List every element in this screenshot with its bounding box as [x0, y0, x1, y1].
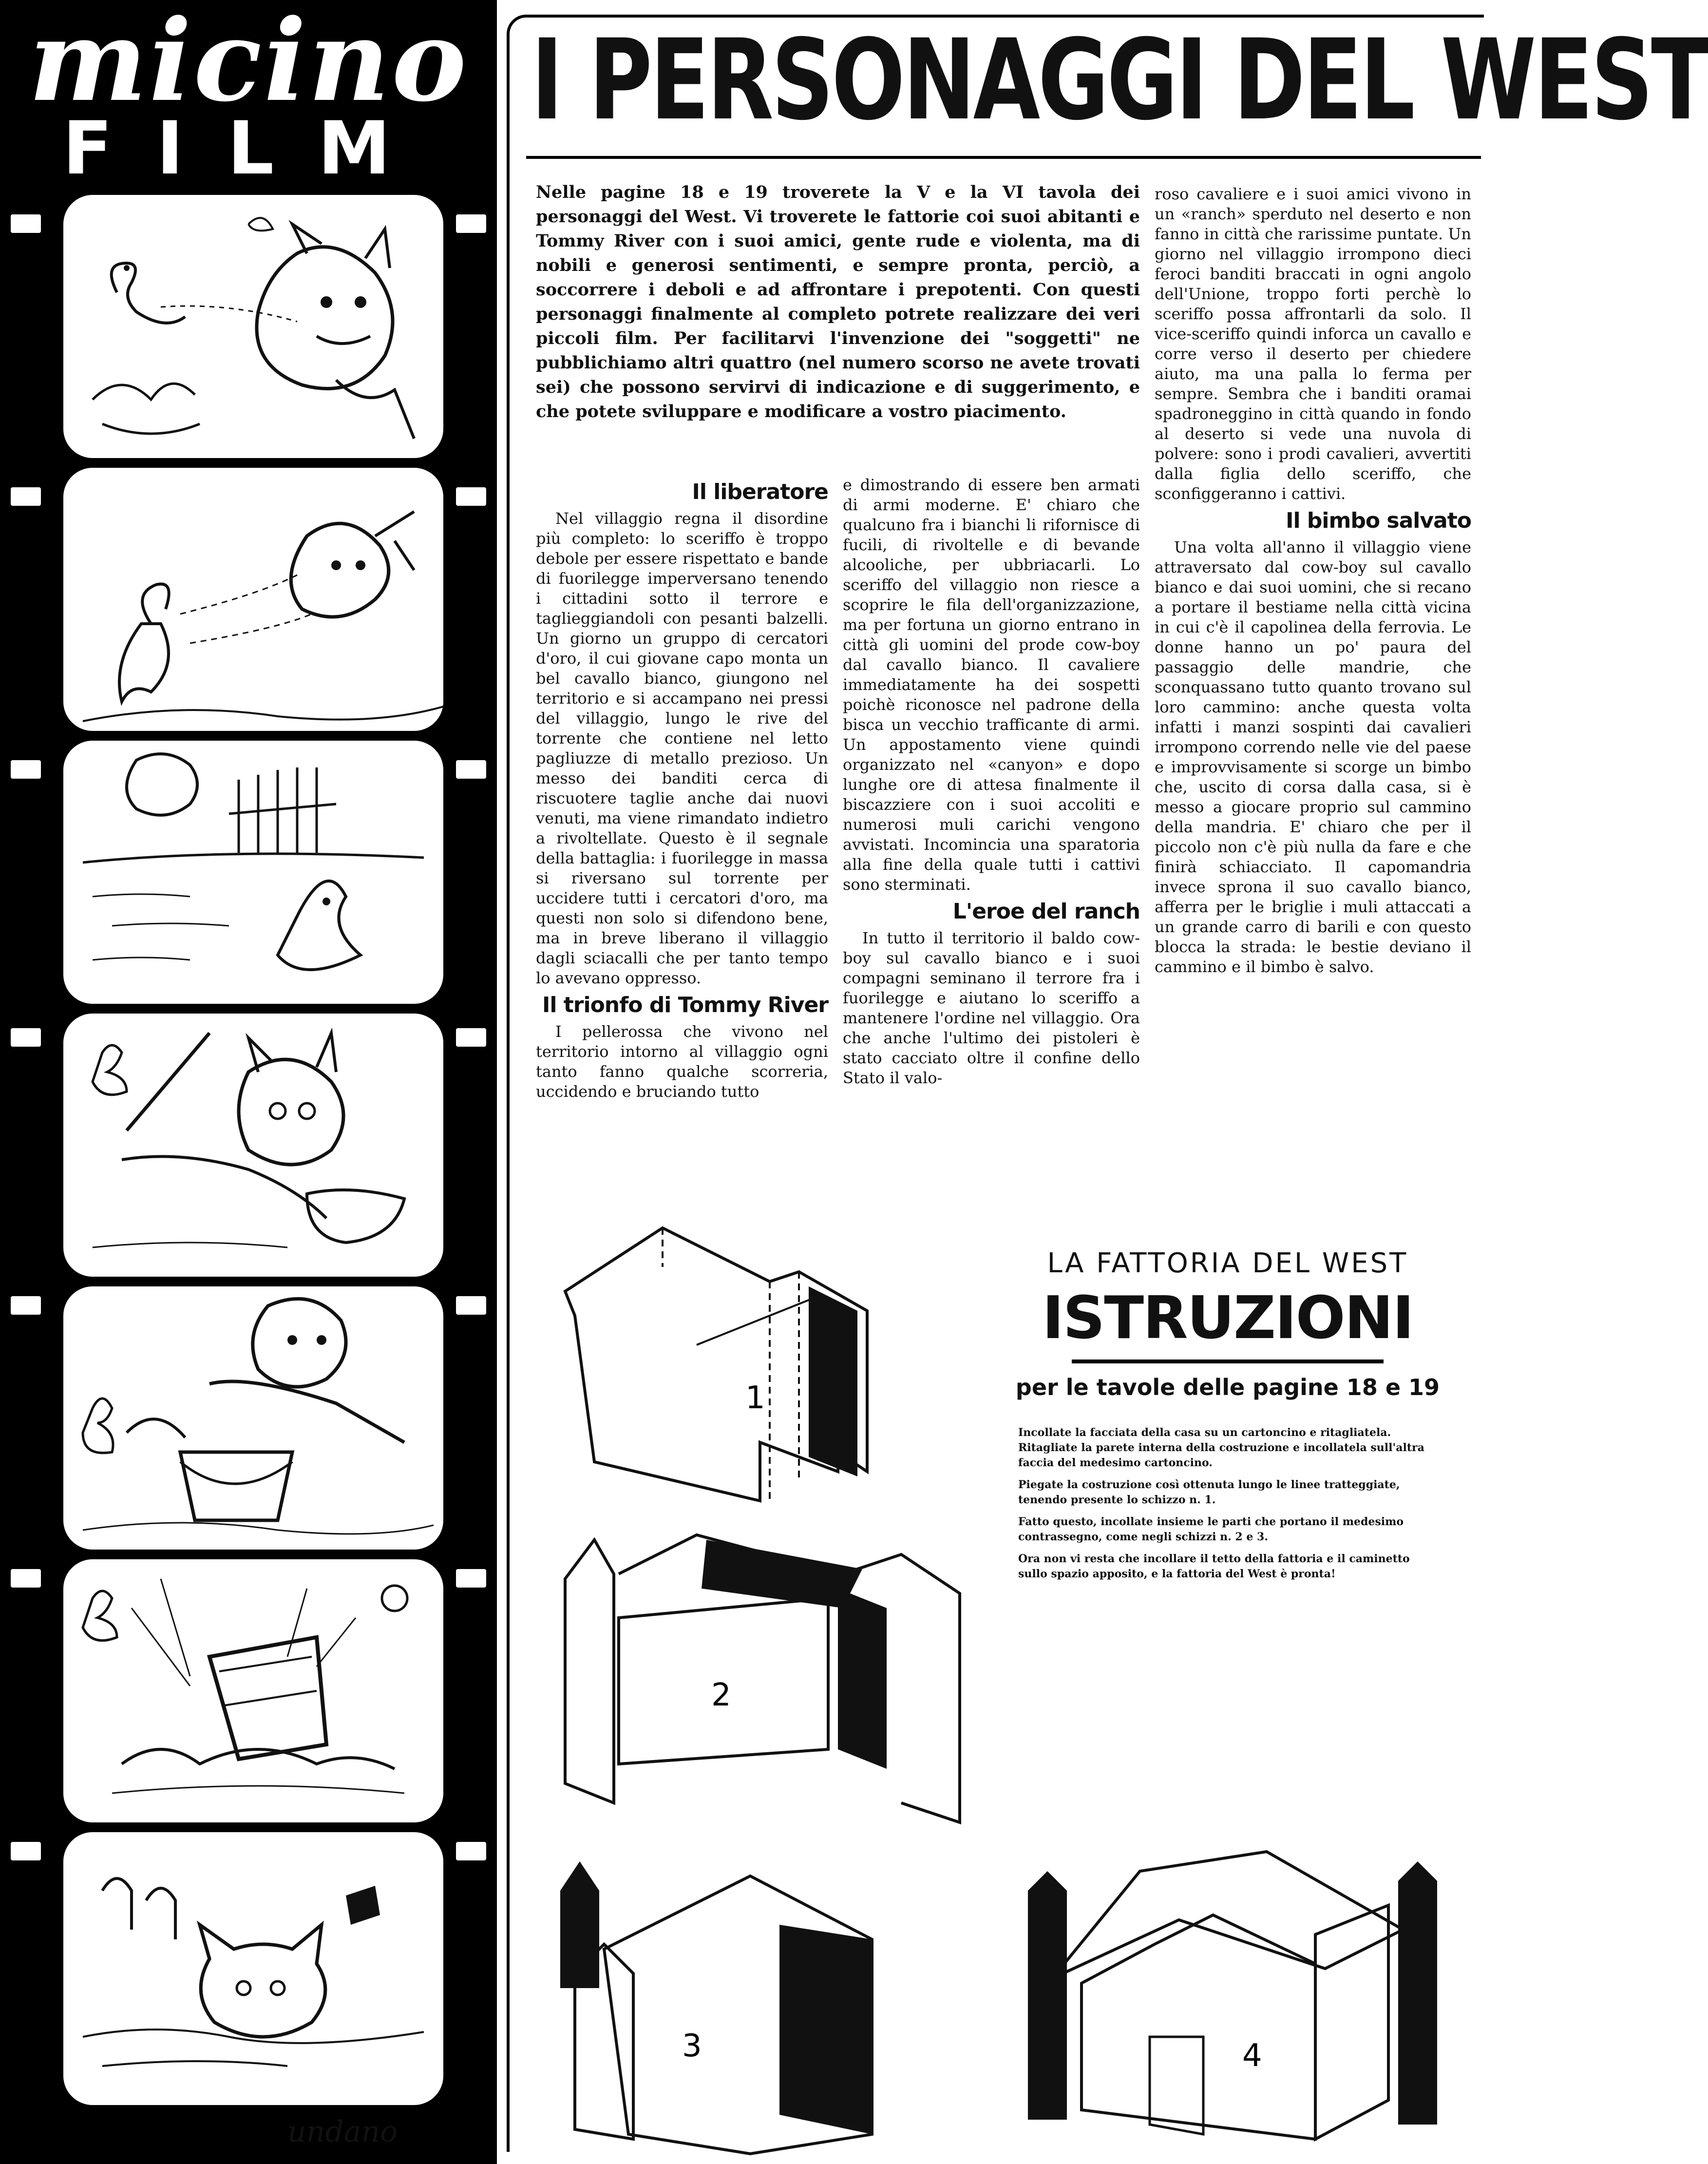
section-title-trionfo: Il trionfo di Tommy River: [542, 993, 828, 1017]
section-text-eroe-b: roso cavaliere e i suoi amici vivono in un «ranch» sperduto nel deserto e non fanno in città che rarissime puntate. Un giorno nel villaggio irrompono dieci feroci banditi braccati in ogni angolo dell'Unione, troppo forti perchè lo sceriffo possa affrontarli da solo. Il vice-sceriffo quindi inforca un cavallo e corre verso il deserto per chiedere aiuto, ma una palla lo ferma per sempre. Sembra che i banditi oramai spadroneggino in città quando in fondo al deserto si vede una nuvola di polvere: sono i prodi cavalieri, avvertiti dalla figlia dello sceriffo, che sconfiggeranno i cattivi.: [1155, 185, 1471, 503]
section-text-eroe-a: In tutto il territorio il baldo cow-boy sul cavallo bianco e i suoi compagni seminano il terrore fra i fuorilegge e aiutano lo sceriffo a mantenere l'ordine nel villaggio. Ora che anche l'ultimo dei pistoleri è stato cacciato oltre il confine dello Stato il valo-: [843, 929, 1140, 1087]
article-column-1: [536, 475, 828, 1235]
sprocket-hole: [11, 214, 41, 233]
sprocket-hole: [11, 1296, 41, 1315]
film-frame-5: [63, 1286, 443, 1550]
sprocket-hole: [456, 1842, 486, 1860]
section-text-trionfo-b: e dimostrando di essere ben armati di armi moderne. E' chiaro che qualcuno fra i bianchi li rifornisce di fucili, di rivoltelle e di bevande alcooliche, per ubbriacarli. Lo sceriffo del villaggio non riesce a scoprire le fila dell'organizzazione, ma per fortuna un giorno entrano in città gli uomini del prode cow-boy dal cavallo bianco. Il cavaliere immediatamente ha dei sospetti poichè riconosce nel padrone della bisca un vecchio trafficante di armi. Un appostamento viene quindi organizzato nel «canyon» e dopo lunghe ore di attesa finalmente il biscazziere con i suoi accoliti e numerosi muli carichi vengono avvistati. Incomincia una sparatoria alla fine della quale tutti i cattivi sono sterminati.: [843, 476, 1140, 894]
film-frame-7: [63, 1832, 443, 2105]
sprocket-hole: [11, 1842, 41, 1860]
film-frame-3: [63, 741, 443, 1004]
instruction-step: Fatto questo, incollate insieme le parti che portano il medesimo contrassegno, come negli schizzi n. 2 e 3.: [1018, 1515, 1404, 1543]
headline-rule: [526, 156, 1481, 159]
brand-film: FILM: [62, 106, 435, 191]
cat-in-boat-illustration: [63, 1014, 443, 1277]
sprocket-hole: [11, 760, 41, 779]
sprocket-hole: [456, 487, 486, 506]
article-column-2: [843, 475, 1140, 1235]
fence-and-water-illustration: [63, 741, 443, 1004]
instructions-kicker: LA FATTORIA DEL WEST: [1047, 1247, 1408, 1279]
section-title-liberatore: Il liberatore: [692, 479, 828, 504]
article-column-3: [1155, 184, 1471, 1232]
sprocket-hole: [456, 1296, 486, 1315]
sprocket-hole: [456, 214, 486, 233]
fold-diagram-4: [1008, 1832, 1457, 2154]
house-fold-sketch-3: [536, 1852, 965, 2154]
instructions-rule: [1072, 1360, 1384, 1363]
sprocket-hole: [456, 760, 486, 779]
sprocket-hole: [11, 1028, 41, 1047]
section-text-trionfo-a: I pellerossa che vivono nel territorio intorno al villaggio ogni tanto fanno qualche scorreria, uccidendo e bruciando tutto: [536, 1022, 828, 1101]
sprocket-hole: [11, 1569, 41, 1588]
house-fold-sketch-2: [536, 1520, 984, 1837]
fold-diagram-2: [536, 1520, 984, 1837]
sprocket-hole: [456, 1028, 486, 1047]
film-frame-6: [63, 1559, 443, 1822]
diagram-label-3: 3: [682, 2028, 702, 2064]
bucket-splash-illustration: [63, 1559, 443, 1822]
instruction-step: Piegate la costruzione così ottenuta lungo le linee tratteggiate, tenendo presente lo schizzo n. 1.: [1018, 1478, 1400, 1506]
house-fold-sketch-1: [536, 1213, 965, 1515]
cat-rowing-bucket-illustration: [63, 1286, 443, 1550]
sprocket-hole: [456, 1569, 486, 1588]
house-assembled-sketch-4: [1008, 1832, 1457, 2154]
sprocket-hole: [11, 487, 41, 506]
film-frame-4: [63, 1014, 443, 1277]
diagram-label-2: 2: [711, 1677, 731, 1713]
film-frame-1: [63, 195, 443, 458]
instructions-title: ISTRUZIONI: [1042, 1284, 1413, 1352]
artist-signature: undano: [287, 2115, 398, 2149]
instruction-step: Incollate la facciata della casa su un cartoncino e ritagliatela. Ritagliate la parete interna della costruzione e incollatela sull'altra faccia del medesimo cartoncino.: [1018, 1426, 1424, 1469]
intro-paragraph: Nelle pagine 18 e 19 troverete la V e la VI tavola dei personaggi del West. Vi troverete le fattorie coi suoi abitanti e Tommy River con i suoi amici, gente rude e violenta, ma di nobili e generosi sentimenti, e sempre pronta, perciò, a soccorrere i deboli e ad affrontare i prepotenti. Con questi personaggi finalmente al completo potrete realizzare dei veri piccoli film. Per facilitarvi l'invenzione dei "soggetti" ne pubblichiamo altri quattro (nel numero scorso ne avete trovati sei) che possono servirvi di indicazione e di suggerimento, e che potete sviluppare e modificare a vostro piacimento.: [536, 182, 1140, 421]
cat-in-water-illustration: [63, 1832, 443, 2105]
section-text-bimbo: Una volta all'anno il villaggio viene attraversato dal cow-boy sul cavallo bianco e dai suoi uomini, che si recano a portare il bestiame nella città vicina in cui c'è il capolinea della ferrovia. Le donne hanno un po' paura del passaggio delle mandrie, che sconquassano tutto quanto trovano sul loro cammino: anche questa volta infatti i manzi sospinti dai cavalieri irrompono correndo nelle vie del paese e improvvisamente si scorge un bimbo che, uscito di corsa dalla casa, si è messo a giocare proprio sul cammino della mandria. E' chiaro che per il piccolo non c'è più nulla da fare e che finirà schiacciato. Il capomandria invece sprona il suo cavallo bianco, afferra per le briglie i muli attaccati a un grande carro di barili e con questo blocca la strada: le bestie deviano il cammino e il bimbo è salvo.: [1155, 538, 1471, 976]
film-strip: [0, 0, 497, 2164]
section-text-liberatore: Nel villaggio regna il disordine più completo: lo sceriffo è troppo debole per essere rispettato e bande di fuorilegge imperversano tenendo i cittadini sotto il terrore e taglieggiandoli con pesanti balzelli. Un giorno un gruppo di cercatori d'oro, il cui giovane capo monta un bel cavallo bianco, giungono nel territorio e si accampano nei pressi del villaggio, lungo le rive del torrente che contiene nel letto pagliuzze di metallo prezioso. Un messo dei banditi cerca di riscuotere taglie anche dai nuovi venuti, ma viene rimandato indietro a rivoltellate. Questo è il segnale della battaglia: i fuorilegge in massa si riversano sul torrente per uccidere tutti i cercatori d'oro, ma questi non solo si difendono bene, ma in breve liberano il villaggio dagli sciacalli che per tanto tempo lo avevano oppresso.: [536, 509, 828, 987]
fold-diagram-1: [536, 1213, 965, 1515]
diagram-label-1: 1: [745, 1380, 765, 1416]
section-title-eroe: L'eroe del ranch: [952, 899, 1140, 924]
instruction-step: Ora non vi resta che incollare il tetto della fattoria e il caminetto sullo spazio apposito, e la fattoria del West è pronta!: [1018, 1552, 1410, 1580]
duck-running-illustration: [63, 468, 443, 731]
instructions-steps: [1018, 1425, 1437, 1589]
instructions-subtitle: per le tavole delle pagine 18 e 19: [1015, 1374, 1440, 1400]
page-headline: I PERSONAGGI DEL WEST: [531, 15, 1708, 145]
cat-and-duck-illustration: [63, 195, 443, 458]
diagram-label-4: 4: [1242, 2038, 1262, 2074]
film-frame-2: [63, 468, 443, 731]
section-title-bimbo: Il bimbo salvato: [1286, 508, 1471, 533]
fold-diagram-3: [536, 1852, 965, 2154]
brand-micino: micino: [28, 0, 469, 127]
